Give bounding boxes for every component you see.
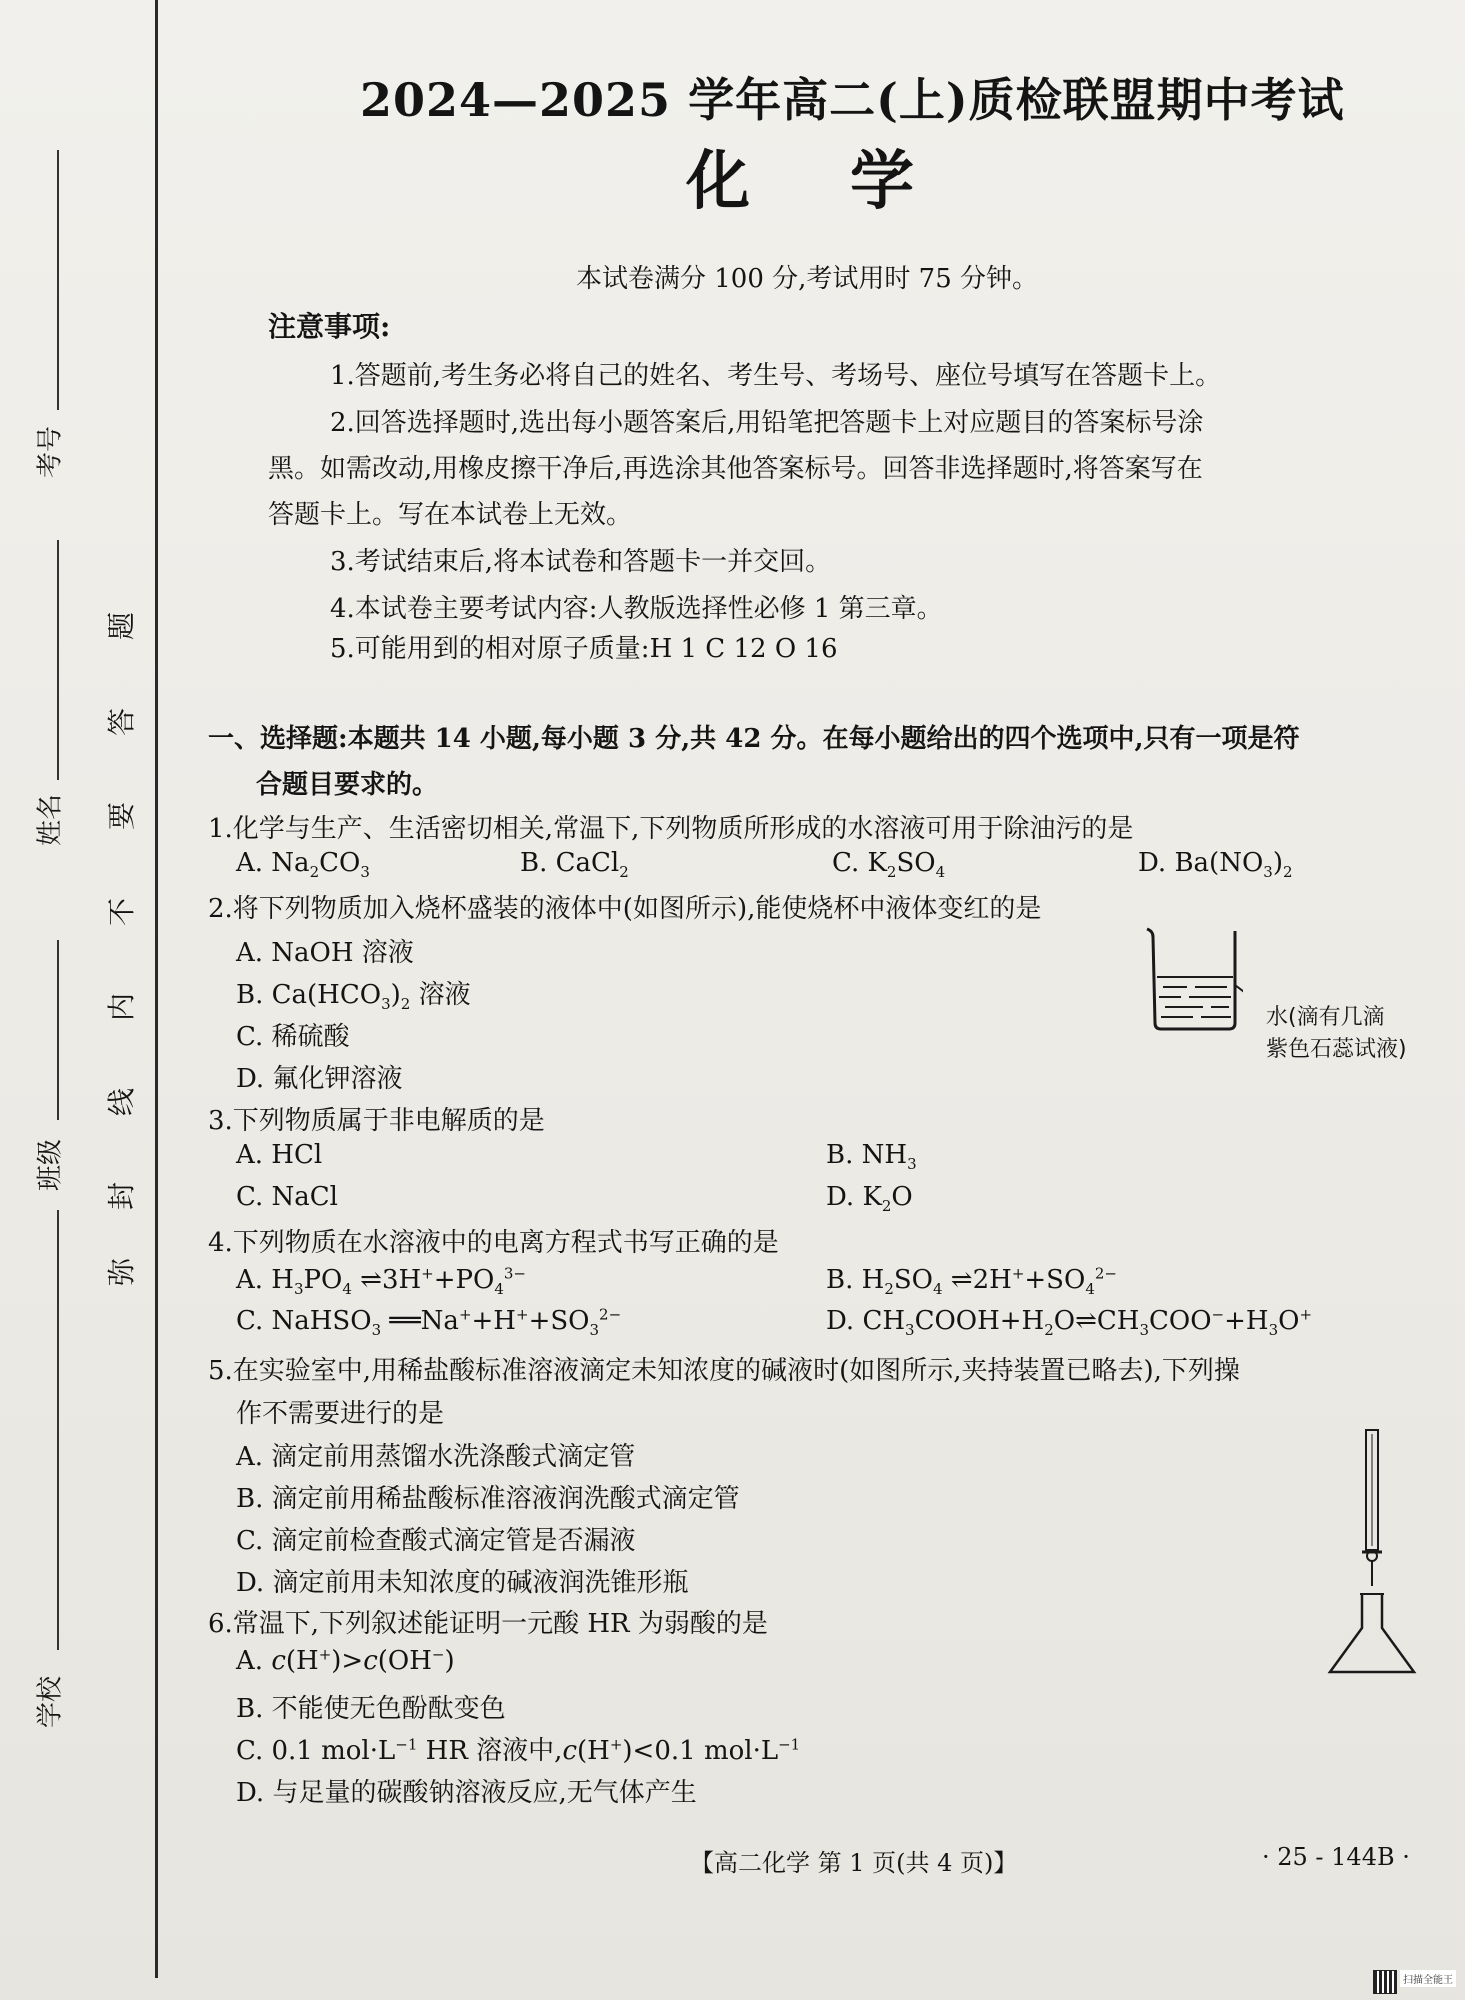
question-3-option-a: A. HCl [236, 1140, 323, 1170]
question-1-option-b: B. CaCl$_2$ [520, 848, 629, 882]
notice-heading: 注意事项: [268, 310, 391, 343]
question-1-stem: 1.化学与生产、生活密切相关,常温下,下列物质所形成的水溶液可用于除油污的是 [208, 814, 1134, 844]
question-1-option-d: D. $Ba(NO_3)_2$ [1138, 848, 1293, 882]
seal-char: 弥 [105, 1257, 138, 1287]
exam-number-blank [57, 150, 59, 410]
question-4-option-a: A. $H_3PO_4$ $\rightleftharpoons 3H^++PO_4^{3-}$ [236, 1264, 527, 1299]
notice-item: 3.考试结束后,将本试卷和答题卡一并交回。 [330, 547, 832, 577]
beaker-caption [1266, 1002, 1407, 1066]
question-3-option-c: C. NaCl [236, 1182, 338, 1212]
question-2-option-c: C. 稀硫酸 [236, 1022, 350, 1052]
notice-item: 答题卡上。写在本试卷上无效。 [268, 500, 633, 530]
question-6-option-b: B. 不能使无色酚酞变色 [236, 1694, 506, 1724]
subject-title: 化学 [686, 144, 1014, 219]
scanner-badge: 扫描全能王 [1400, 1970, 1456, 1987]
question-2-option-b: B. $Ca(HCO_3)_2$ 溶液 [236, 980, 471, 1014]
seal-char: 题 [105, 611, 138, 641]
question-1-option-c: C. $K_2SO_4$ [832, 848, 946, 882]
exam-number-blank-lower [57, 540, 59, 780]
notice-item: 1.答题前,考生务必将自己的姓名、考生号、考场号、座位号填写在答题卡上。 [330, 361, 1222, 391]
seal-char: 线 [105, 1087, 138, 1117]
exam-title: 2024—2025 学年高二(上)质检联盟期中考试 [360, 73, 1345, 127]
question-3-option-b: B. $NH_3$ [826, 1140, 917, 1174]
page-footer: 【高二化学 第 1 页(共 4 页)】 [690, 1849, 1018, 1877]
question-1-option-a: A. $Na_2CO_3$ [236, 848, 370, 882]
question-3-stem: 3.下列物质属于非电解质的是 [208, 1106, 545, 1136]
question-2-option-a: A. NaOH 溶液 [236, 938, 414, 968]
question-5-option-c: C. 滴定前检查酸式滴定管是否漏液 [236, 1526, 636, 1556]
question-6-option-d: D. 与足量的碳酸钠溶液反应,无气体产生 [236, 1778, 697, 1808]
school-label: 学校 [35, 1675, 66, 1729]
seal-char: 要 [105, 801, 138, 831]
titration-apparatus-figure [1322, 1428, 1422, 1678]
notice-item: 4.本试卷主要考试内容:人教版选择性必修 1 第三章。 [330, 594, 943, 624]
question-4-option-b: B. $H_2SO_4$ $\rightleftharpoons 2H^++SO_4^{2-}$ [826, 1264, 1117, 1299]
question-5-option-b: B. 滴定前用稀盐酸标准溶液润洗酸式滴定管 [236, 1484, 740, 1514]
binding-line [155, 0, 158, 1978]
question-4-option-d: D. $CH_3COOH+H_2O\rightleftharpoons CH_3COO^-+H_3O^+$ [826, 1305, 1313, 1340]
section-heading-cont: 合题目要求的。 [256, 770, 439, 800]
notice-item: 2.回答选择题时,选出每小题答案后,用铅笔把答题卡上对应题目的答案标号涂 [330, 408, 1204, 438]
seal-char: 不 [105, 897, 138, 927]
class-blank [57, 1210, 59, 1650]
beaker-caption-line1: 水(滴有几滴 [1266, 1005, 1385, 1030]
seal-char: 答 [105, 707, 138, 737]
exam-meta: 本试卷满分 100 分,考试用时 75 分钟。 [576, 264, 1039, 294]
question-6-option-a: A. c(H+)>c(OH−) [236, 1645, 455, 1676]
qr-code-icon [1373, 1970, 1397, 1994]
question-5-stem: 5.在实验室中,用稀盐酸标准溶液滴定未知浓度的碱液时(如图所示,夹持装置已略去),下列操 [208, 1356, 1240, 1386]
name-label: 姓名 [35, 793, 66, 847]
question-5-option-a: A. 滴定前用蒸馏水洗涤酸式滴定管 [236, 1442, 636, 1472]
question-4-option-c: C. NaHSO$_3$ $══Na^++H^++SO_3^{2-}$ [236, 1305, 622, 1340]
question-5-option-d: D. 滴定前用未知浓度的碱液润洗锥形瓶 [236, 1568, 689, 1598]
question-6-option-c: C. 0.1 $mol\cdot L^{-1}$ HR 溶液中,c(H+)<0.1 $mol\cdot L^{-1}$ [236, 1735, 801, 1766]
seal-char: 封 [105, 1181, 138, 1211]
notice-item: 黑。如需改动,用橡皮擦干净后,再选涂其他答案标号。回答非选择题时,将答案写在 [268, 454, 1203, 484]
question-4-stem: 4.下列物质在水溶液中的电离方程式书写正确的是 [208, 1228, 779, 1258]
exam-number-label: 考号 [35, 425, 66, 479]
question-3-option-d: D. $K_2O$ [826, 1182, 913, 1216]
beaker-caption-line2: 紫色石蕊试液) [1266, 1037, 1407, 1062]
notice-item: 5.可能用到的相对原子质量:H 1 C 12 O 16 [330, 634, 838, 664]
question-2-stem: 2.将下列物质加入烧杯盛装的液体中(如图所示),能使烧杯中液体变红的是 [208, 894, 1042, 924]
question-6-stem: 6.常温下,下列叙述能证明一元酸 HR 为弱酸的是 [208, 1609, 768, 1639]
question-5-stem-cont: 作不需要进行的是 [236, 1399, 445, 1429]
beaker-figure [1143, 925, 1243, 1035]
paper-code: · 25 - 144B · [1262, 1843, 1410, 1871]
section-heading: 一、选择题:本题共 14 小题,每小题 3 分,共 42 分。在每小题给出的四个选项中,只有一项是符 [208, 724, 1300, 754]
seal-char: 内 [105, 992, 138, 1022]
name-blank [57, 940, 59, 1120]
class-label: 班级 [35, 1138, 66, 1192]
question-2-option-d: D. 氟化钾溶液 [236, 1064, 403, 1094]
